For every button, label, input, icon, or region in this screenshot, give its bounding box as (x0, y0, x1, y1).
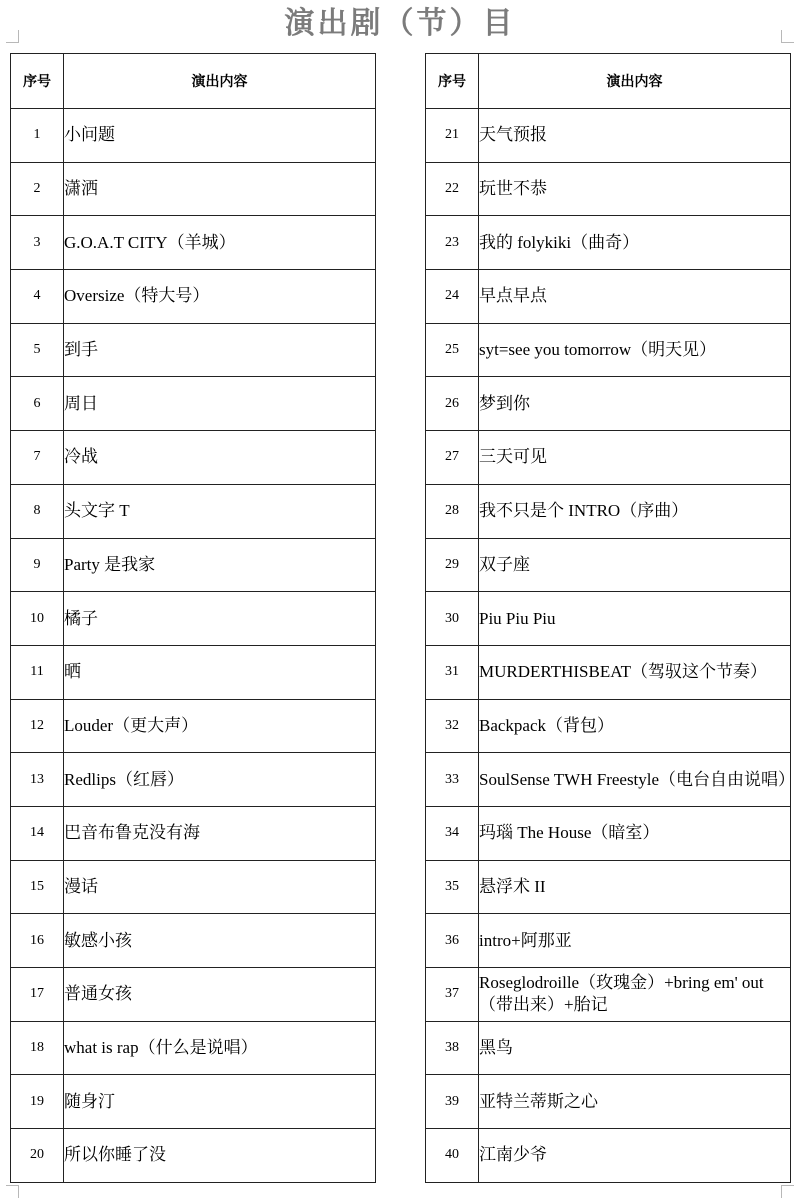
page-corner-mark (781, 1185, 794, 1198)
program-title: 双子座 (479, 538, 791, 592)
table-row (426, 914, 791, 968)
row-number: 4 (11, 270, 64, 324)
program-title: what is rap（什么是说唱） (64, 1021, 376, 1075)
table-row (11, 484, 376, 538)
table-row (11, 538, 376, 592)
program-title: 橘子 (64, 592, 376, 646)
program-title: 漫话 (64, 860, 376, 914)
table-row (426, 645, 791, 699)
table-row (11, 1129, 376, 1183)
program-table-left (10, 53, 376, 1183)
program-title: 我的 folykiki（曲奇） (479, 216, 791, 270)
table-row (11, 753, 376, 807)
table-row (11, 1021, 376, 1075)
table-row (426, 1129, 791, 1183)
row-number: 38 (426, 1021, 479, 1075)
table-row (11, 699, 376, 753)
row-number: 33 (426, 753, 479, 807)
row-number: 36 (426, 914, 479, 968)
program-title: MURDERTHISBEAT（驾驭这个节奏） (479, 645, 791, 699)
program-title: 黑鸟 (479, 1021, 791, 1075)
row-number: 23 (426, 216, 479, 270)
program-title: 悬浮术 II (479, 860, 791, 914)
program-title: 晒 (64, 645, 376, 699)
program-table-left-body (11, 54, 376, 1183)
table-row (11, 377, 376, 431)
program-title: 巴音布鲁克没有海 (64, 806, 376, 860)
page-corner-mark (6, 1185, 19, 1198)
program-table-right-body (426, 54, 796, 1183)
program-title: Oversize（特大号） (64, 270, 376, 324)
table-row (426, 377, 791, 431)
row-number: 12 (11, 699, 64, 753)
table-row (426, 860, 791, 914)
row-number: 11 (11, 645, 64, 699)
table-row (426, 806, 791, 860)
column-header-content: 演出内容 (479, 54, 791, 109)
program-title: 梦到你 (479, 377, 791, 431)
row-number: 26 (426, 377, 479, 431)
table-row (11, 806, 376, 860)
row-number: 21 (426, 109, 479, 163)
row-number: 7 (11, 431, 64, 485)
row-number: 29 (426, 538, 479, 592)
row-number: 20 (11, 1129, 64, 1183)
program-title: Louder（更大声） (64, 699, 376, 753)
program-title: 江南少爷 (479, 1129, 791, 1183)
program-title: 玩世不恭 (479, 162, 791, 216)
row-number: 37 (426, 968, 479, 1022)
row-number: 32 (426, 699, 479, 753)
row-number: 31 (426, 645, 479, 699)
program-title: 头文字 T (64, 484, 376, 538)
program-title: 周日 (64, 377, 376, 431)
program-title: Redlips（红唇） (64, 753, 376, 807)
row-number: 25 (426, 323, 479, 377)
row-number: 39 (426, 1075, 479, 1129)
table-row (426, 270, 791, 324)
row-number: 24 (426, 270, 479, 324)
table-row (11, 860, 376, 914)
program-title: 亚特兰蒂斯之心 (479, 1075, 791, 1129)
row-number: 17 (11, 968, 64, 1022)
table-row (11, 323, 376, 377)
row-number: 6 (11, 377, 64, 431)
row-number: 22 (426, 162, 479, 216)
program-title: 潇洒 (64, 162, 376, 216)
table-row (426, 162, 791, 216)
program-title: 随身汀 (64, 1075, 376, 1129)
program-title: 三天可见 (479, 431, 791, 485)
table-header-row (426, 54, 791, 109)
table-row (11, 1075, 376, 1129)
program-title: intro+阿那亚 (479, 914, 791, 968)
row-number: 3 (11, 216, 64, 270)
row-number: 8 (11, 484, 64, 538)
column-header-content: 演出内容 (64, 54, 376, 109)
table-row (11, 109, 376, 163)
table-row (426, 484, 791, 538)
program-title: Roseglodroille（玫瑰金）+bring em' out（带出来）+胎记 (479, 968, 791, 1022)
table-row (426, 968, 791, 1022)
program-title: Piu Piu Piu (479, 592, 791, 646)
table-row (11, 645, 376, 699)
page-title: 演出剧（节）目 (284, 6, 516, 41)
row-number: 14 (11, 806, 64, 860)
table-row (11, 270, 376, 324)
table-row (426, 538, 791, 592)
program-title: syt=see you tomorrow（明天见） (479, 323, 791, 377)
table-row (11, 162, 376, 216)
program-title: 所以你睡了没 (64, 1129, 376, 1183)
row-number: 19 (11, 1075, 64, 1129)
table-row (426, 431, 791, 485)
table-row (426, 323, 791, 377)
table-row (11, 592, 376, 646)
column-header-number: 序号 (426, 54, 479, 109)
table-row (11, 216, 376, 270)
column-header-number: 序号 (11, 54, 64, 109)
program-title: 早点早点 (479, 270, 791, 324)
table-header-row (11, 54, 376, 109)
program-title: Backpack（背包） (479, 699, 791, 753)
program-title: 到手 (64, 323, 376, 377)
table-row (426, 753, 791, 807)
table-row (11, 914, 376, 968)
row-number: 34 (426, 806, 479, 860)
table-row (426, 109, 791, 163)
row-number: 16 (11, 914, 64, 968)
program-title: 我不只是个 INTRO（序曲） (479, 484, 791, 538)
row-number: 2 (11, 162, 64, 216)
row-number: 18 (11, 1021, 64, 1075)
row-number: 13 (11, 753, 64, 807)
program-title: 玛瑙 The House（暗室） (479, 806, 791, 860)
table-row (426, 592, 791, 646)
table-row (426, 1021, 791, 1075)
row-number: 40 (426, 1129, 479, 1183)
program-title: 天气预报 (479, 109, 791, 163)
table-row (426, 699, 791, 753)
table-row (426, 1075, 791, 1129)
program-title: Party 是我家 (64, 538, 376, 592)
row-number: 5 (11, 323, 64, 377)
row-number: 9 (11, 538, 64, 592)
row-number: 30 (426, 592, 479, 646)
program-title: 敏感小孩 (64, 914, 376, 968)
row-number: 1 (11, 109, 64, 163)
row-number: 10 (11, 592, 64, 646)
program-title: 普通女孩 (64, 968, 376, 1022)
row-number: 27 (426, 431, 479, 485)
table-row (11, 431, 376, 485)
row-number: 35 (426, 860, 479, 914)
program-title: SoulSense TWH Freestyle（电台自由说唱） (479, 753, 791, 807)
program-title: G.O.A.T CITY（羊城） (64, 216, 376, 270)
program-title: 小问题 (64, 109, 376, 163)
row-number: 28 (426, 484, 479, 538)
program-title: 冷战 (64, 431, 376, 485)
row-number: 15 (11, 860, 64, 914)
table-row (11, 968, 376, 1022)
table-row (426, 216, 791, 270)
program-table-right (425, 53, 796, 1183)
